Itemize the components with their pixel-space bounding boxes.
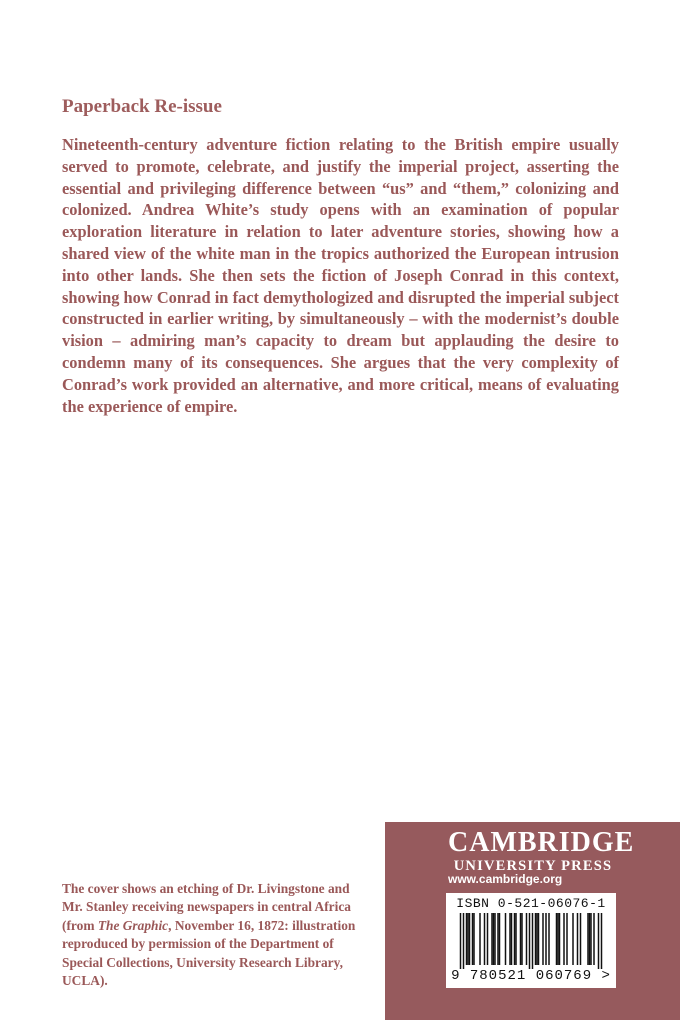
barcode-bar <box>566 913 568 965</box>
barcode-bar <box>460 913 462 969</box>
barcode-bar <box>463 913 465 969</box>
barcode-bar <box>545 913 547 965</box>
barcode-bar <box>598 913 600 969</box>
barcode-bar <box>494 913 496 965</box>
credit-source-title: The Graphic <box>97 917 169 933</box>
barcode-bar <box>469 913 471 965</box>
barcode-bar <box>514 913 516 965</box>
barcode-bar <box>601 913 603 969</box>
blurb-paragraph: Nineteenth-century adventure fiction relating to the British empire usually served to promote, celebrate, and justify the imperial project, asserting the essential and privileging difference between “us” and “them,” colonizing and colonized. Andrea White’s study opens with an examination of popular exploration literature in relation to later adventure stories, showing how a shared view of the white man in the tropics authorized the European intrusion into other lands. She then sets the fiction of Joseph Conrad in this context, showing how Conrad in fact demythologized and disrupted the imperial subject constructed in earlier writing, by simultaneously – with the modernist’s double vision – admiring man’s capacity to dream but applauding the desire to condemn many of its consequences. She argues that the very complexity of Conrad’s work provided an alternative, and more critical, means of evaluating the experience of empire. <box>62 135 619 416</box>
barcode-bar <box>538 913 540 965</box>
barcode-bar <box>526 913 528 965</box>
barcode-bar <box>590 913 592 965</box>
barcode-bar <box>535 913 537 965</box>
isbn-label: ISBN 0-521-06076-1 <box>456 896 606 911</box>
barcode-bar <box>499 913 501 965</box>
barcode-bar <box>587 913 589 965</box>
barcode-bar <box>529 913 531 969</box>
barcode-bar <box>532 913 534 969</box>
barcode-bar <box>548 913 550 965</box>
barcode-bar <box>542 913 544 965</box>
barcode-bar <box>487 913 489 965</box>
barcode-bar <box>511 913 513 965</box>
cover-credit <box>62 880 362 990</box>
publisher-subname: UNIVERSITY PRESS <box>453 858 613 874</box>
barcode-bar <box>563 913 565 965</box>
barcode-bar <box>493 913 495 965</box>
barcode-bar <box>491 913 493 965</box>
barcode-bar <box>484 913 486 965</box>
barcode-bar <box>466 913 468 965</box>
barcode-bar <box>577 913 579 965</box>
barcode-bar <box>505 913 507 965</box>
barcode-digits: 9 780521 060769 > <box>451 968 611 984</box>
barcode-bar <box>521 913 523 965</box>
publisher-name: CAMBRIDGE <box>448 827 635 858</box>
credit-text-start: The cover shows an etching of Dr. Livingstone and Mr. Stanley receiving newspapers in central Africa (from <box>62 881 351 933</box>
publisher-url: www.cambridge.org <box>448 872 563 886</box>
barcode-bar <box>589 913 591 965</box>
barcode-bar <box>479 913 481 965</box>
barcode-bar <box>557 913 559 965</box>
barcode-bar <box>559 913 561 965</box>
barcode-bar <box>536 913 538 965</box>
barcode-bar <box>473 913 475 965</box>
barcode-bar <box>580 913 582 965</box>
publisher-logo <box>448 827 635 874</box>
barcode-bar <box>593 913 595 965</box>
barcode-bar <box>509 913 511 965</box>
barcode-block <box>446 893 616 988</box>
barcode-icon <box>452 913 610 969</box>
barcode-bar <box>556 913 558 965</box>
credit-text-end: , November 16, 1872: illustration reproduced by permission of the Department of Special Collections, University Research Library, UCLA). <box>62 917 356 989</box>
barcode-bar <box>472 913 474 965</box>
barcode-bar <box>520 913 522 965</box>
barcode-bar <box>572 913 574 965</box>
barcode-bar <box>515 913 517 965</box>
barcode-bar <box>497 913 499 965</box>
page-heading: Paperback Re-issue <box>62 96 222 117</box>
barcode-bar <box>467 913 469 965</box>
